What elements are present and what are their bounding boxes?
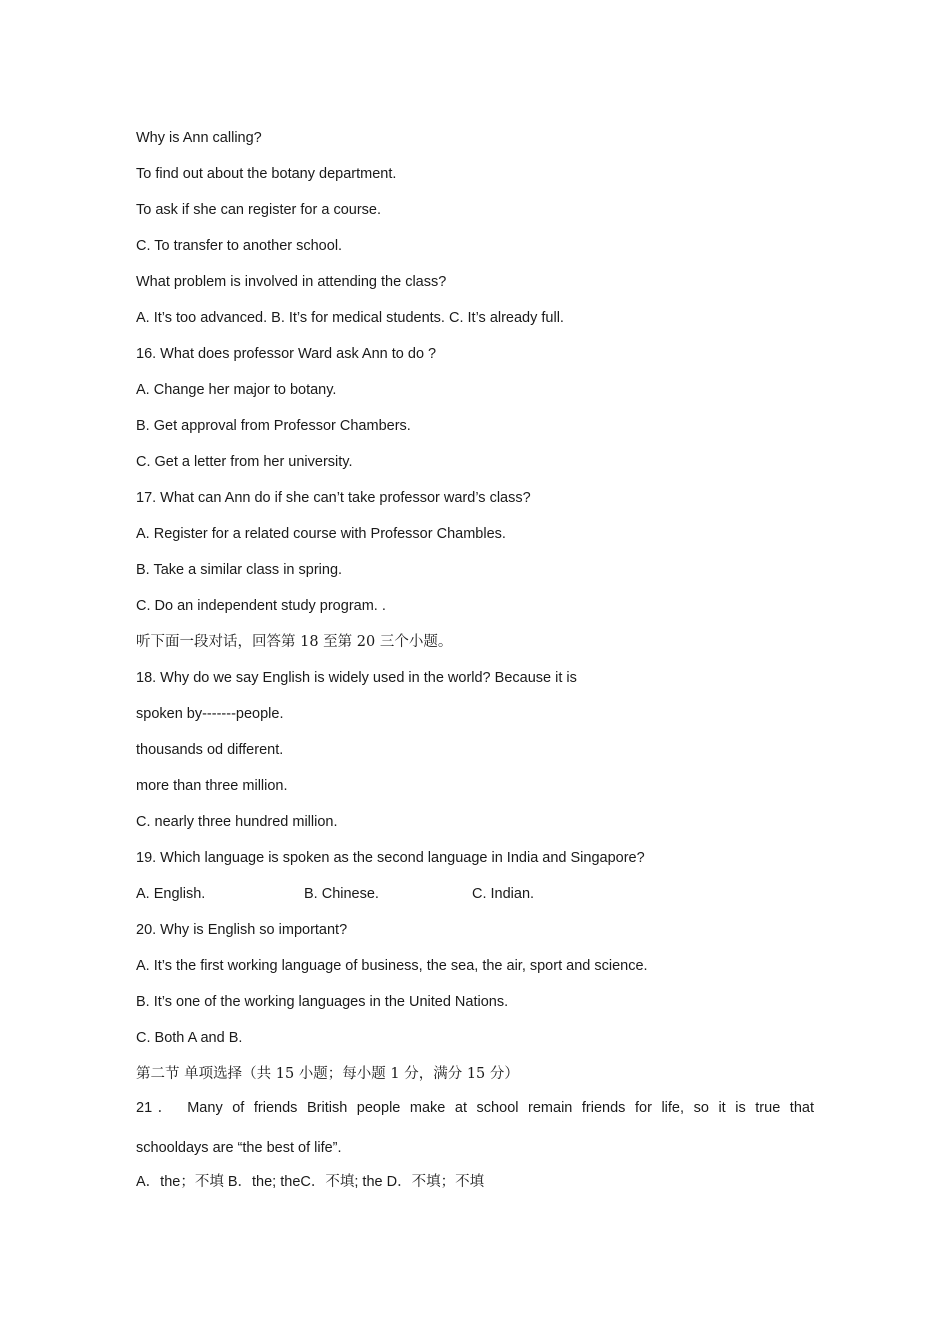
option-a: A. English. (136, 886, 206, 902)
option-text: C. Do an independent study program. . (136, 598, 386, 614)
question-text: spoken by-------people. (136, 706, 284, 722)
question-19-options (136, 876, 814, 912)
option-text: A. Change her major to botany. (136, 382, 337, 398)
question-18: 18. Why do we say English is widely used in the world? Because it is (136, 670, 577, 686)
question-16: 16. What does professor Ward ask Ann to do ? (136, 346, 437, 362)
option-text: A. It’s too advanced. B. It’s for medical students. C. It’s already full. (136, 310, 564, 326)
option-text: C. Get a letter from her university. (136, 454, 353, 470)
option-text: C. To transfer to another school. (136, 238, 343, 254)
question-21-continued: schooldays are “the best of life”. (136, 1140, 342, 1156)
option-text: thousands od different. (136, 742, 284, 758)
option-c: C. Indian. (472, 886, 535, 902)
option-text: To ask if she can register for a course. (136, 202, 381, 218)
option-text: A. It’s the first working language of business, the sea, the air, sport and science. (136, 958, 648, 974)
section-instruction: 听下面一段对话，回答第 18 至第 20 三个小题。 (136, 634, 453, 650)
question-19: 19. Which language is spoken as the second language in India and Singapore? (136, 850, 645, 866)
option-text: A. Register for a related course with Professor Chambles. (136, 526, 506, 542)
section-heading: 第二节 单项选择（共 15 小题；每小题 1 分，满分 15 分） (136, 1066, 519, 1082)
option-text: B. Take a similar class in spring. (136, 562, 343, 578)
question-text: Why is Ann calling? (136, 130, 262, 146)
question-20: 20. Why is English so important? (136, 922, 348, 938)
option-text: B. It’s one of the working languages in the United Nations. (136, 994, 509, 1010)
question-21: 21． Many of friends British people make at school remain friends for life, so it is true that (136, 1100, 814, 1116)
option-text: C. nearly three hundred million. (136, 814, 338, 830)
option-text: To find out about the botany department. (136, 166, 397, 182)
option-text: C. Both A and B. (136, 1030, 243, 1046)
document-page (136, 120, 814, 1192)
question-text: What problem is involved in attending the class? (136, 274, 447, 290)
option-text: more than three million. (136, 778, 288, 794)
option-text: B. Get approval from Professor Chambers. (136, 418, 411, 434)
question-21-options: A．the；不填 B．the; theC．不填; the D．不填；不填 (136, 1174, 485, 1190)
option-b: B. Chinese. (304, 886, 379, 902)
question-17: 17. What can Ann do if she can’t take professor ward’s class? (136, 490, 531, 506)
